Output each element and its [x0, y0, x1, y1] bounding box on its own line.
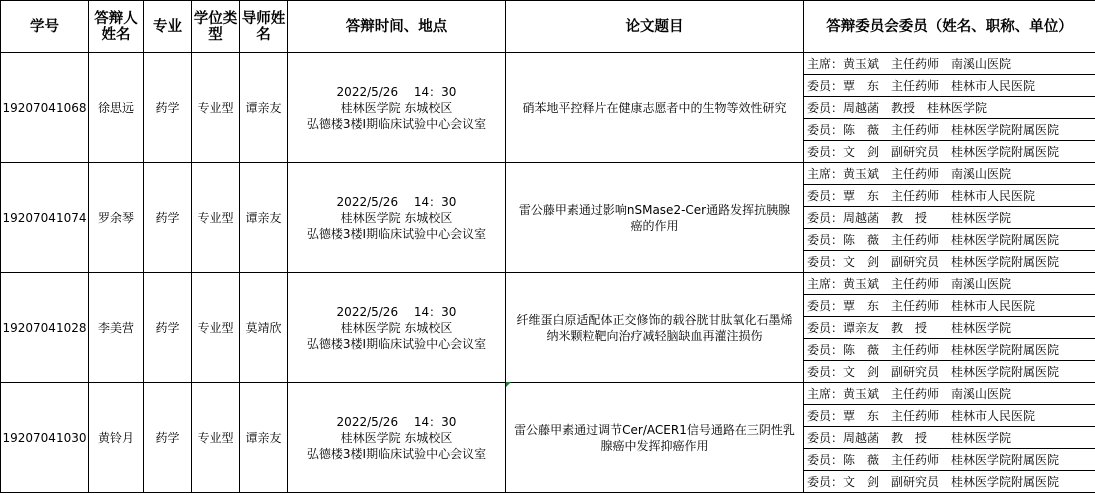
committee-member-cell[interactable]: 委员：周越菡 教 授 桂林医学院: [804, 427, 1095, 449]
degree-type-cell[interactable]: 专业型: [192, 163, 240, 273]
major-cell[interactable]: 药学: [144, 273, 192, 383]
major-cell[interactable]: 药学: [144, 163, 192, 273]
degree-type-cell[interactable]: 专业型: [192, 383, 240, 493]
defense-time-place-cell[interactable]: [288, 383, 506, 493]
committee-member-cell[interactable]: 委员：周越菡 教 授 桂林医学院: [804, 207, 1095, 229]
degree-type-cell[interactable]: 专业型: [192, 53, 240, 163]
defense-time-place-cell[interactable]: [288, 163, 506, 273]
defense-time-place-cell[interactable]: [288, 53, 506, 163]
thesis-title-cell[interactable]: 纤维蛋白原适配体正交修饰的载谷胱甘肽氧化石墨烯纳米颗粒靶向治疗减轻脑缺血再灌注损伤: [506, 273, 804, 383]
student-name-cell[interactable]: 徐思远: [89, 53, 144, 163]
committee-member-cell[interactable]: 委员：谭亲友 教 授 桂林医学院: [804, 317, 1095, 339]
header-student-id[interactable]: 学号: [1, 1, 89, 53]
student-id-cell[interactable]: 19207041028: [1, 273, 89, 383]
defense-time: 2022/5/26 14：30: [336, 84, 457, 99]
committee-member-cell[interactable]: 委员：文 剑 副研究员 桂林医学院附属医院: [804, 471, 1095, 493]
advisor-cell[interactable]: 谭亲友: [240, 53, 288, 163]
header-committee[interactable]: 答辩委员会委员（姓名、职称、单位）: [804, 1, 1095, 53]
header-student-name[interactable]: 答辩人姓名: [89, 1, 144, 53]
committee-member-cell[interactable]: 委员：覃 东 主任药师 桂林市人民医院: [804, 295, 1095, 317]
header-row: [1, 1, 1095, 53]
defense-place-campus: 桂林医学院 东城校区: [340, 430, 453, 445]
defense-place-room: 弘德楼3楼Ⅰ期临床试验中心会议室: [306, 446, 487, 461]
defense-place-room: 弘德楼3楼Ⅰ期临床试验中心会议室: [306, 336, 487, 351]
committee-member-cell[interactable]: 委员：周越菡 教授 桂林医学院: [804, 97, 1095, 119]
thesis-title-cell[interactable]: 雷公藤甲素通过调节Cer/ACER1信号通路在三阴性乳腺癌中发挥抑癌作用: [506, 383, 804, 493]
committee-member-cell[interactable]: 委员：覃 东 主任药师 桂林市人民医院: [804, 75, 1095, 97]
major-cell[interactable]: 药学: [144, 53, 192, 163]
student-name-cell[interactable]: 黄铃月: [89, 383, 144, 493]
defense-place-campus: 桂林医学院 东城校区: [340, 210, 453, 225]
advisor-cell[interactable]: 莫靖欣: [240, 273, 288, 383]
committee-member-cell[interactable]: 委员：文 剑 副研究员 桂林医学院附属医院: [804, 361, 1095, 383]
advisor-cell[interactable]: 谭亲友: [240, 383, 288, 493]
header-advisor[interactable]: 导师姓名: [240, 1, 288, 53]
student-name-cell[interactable]: 李美营: [89, 273, 144, 383]
cell-comment-marker: [506, 382, 511, 387]
table-row: [1, 273, 1095, 295]
defense-time-place-cell[interactable]: [288, 273, 506, 383]
thesis-title-cell[interactable]: 雷公藤甲素通过影响nSMase2-Cer通路发挥抗胰腺癌的作用: [506, 163, 804, 273]
defense-time: 2022/5/26 14：30: [336, 414, 457, 429]
thesis-title-cell[interactable]: 硝苯地平控释片在健康志愿者中的生物等效性研究: [506, 53, 804, 163]
committee-member-cell[interactable]: 主席：黄玉斌 主任药师 南溪山医院: [804, 163, 1095, 185]
committee-member-cell[interactable]: 委员：陈 薇 主任药师 桂林医学院附属医院: [804, 119, 1095, 141]
committee-member-cell[interactable]: 委员：陈 薇 主任药师 桂林医学院附属医院: [804, 229, 1095, 251]
defense-place-room: 弘德楼3楼Ⅰ期临床试验中心会议室: [306, 116, 487, 131]
header-major[interactable]: 专业: [144, 1, 192, 53]
header-degree-type[interactable]: 学位类型: [192, 1, 240, 53]
committee-member-cell[interactable]: 委员：陈 薇 主任药师 桂林医学院附属医院: [804, 339, 1095, 361]
committee-member-cell[interactable]: 委员：陈 薇 主任药师 桂林医学院附属医院: [804, 449, 1095, 471]
table-row: [1, 53, 1095, 75]
committee-member-cell[interactable]: 委员：覃 东 主任药师 桂林市人民医院: [804, 185, 1095, 207]
defense-place-campus: 桂林医学院 东城校区: [340, 100, 453, 115]
committee-member-cell[interactable]: 主席：黄玉斌 主任药师 南溪山医院: [804, 383, 1095, 405]
degree-type-cell[interactable]: 专业型: [192, 273, 240, 383]
committee-member-cell[interactable]: 主席：黄玉斌 主任药师 南溪山医院: [804, 273, 1095, 295]
student-id-cell[interactable]: 19207041068: [1, 53, 89, 163]
table-row: [1, 383, 1095, 405]
committee-member-cell[interactable]: 委员：文 剑 副研究员 桂林医学院附属医院: [804, 141, 1095, 163]
student-name-cell[interactable]: 罗余琴: [89, 163, 144, 273]
committee-member-cell[interactable]: 委员：文 剑 副研究员 桂林医学院附属医院: [804, 251, 1095, 273]
committee-member-cell[interactable]: 主席：黄玉斌 主任药师 南溪山医院: [804, 53, 1095, 75]
header-thesis-title[interactable]: 论文题目: [506, 1, 804, 53]
advisor-cell[interactable]: 谭亲友: [240, 163, 288, 273]
student-id-cell[interactable]: 19207041074: [1, 163, 89, 273]
table-row: [1, 163, 1095, 185]
student-id-cell[interactable]: 19207041030: [1, 383, 89, 493]
defense-place-room: 弘德楼3楼Ⅰ期临床试验中心会议室: [306, 226, 487, 241]
defense-place-campus: 桂林医学院 东城校区: [340, 320, 453, 335]
header-defense-time-place[interactable]: 答辩时间、地点: [288, 1, 506, 53]
defense-time: 2022/5/26 14：30: [336, 194, 457, 209]
committee-member-cell[interactable]: 委员：覃 东 主任药师 桂林市人民医院: [804, 405, 1095, 427]
defense-time: 2022/5/26 14：30: [336, 304, 457, 319]
major-cell[interactable]: 药学: [144, 383, 192, 493]
